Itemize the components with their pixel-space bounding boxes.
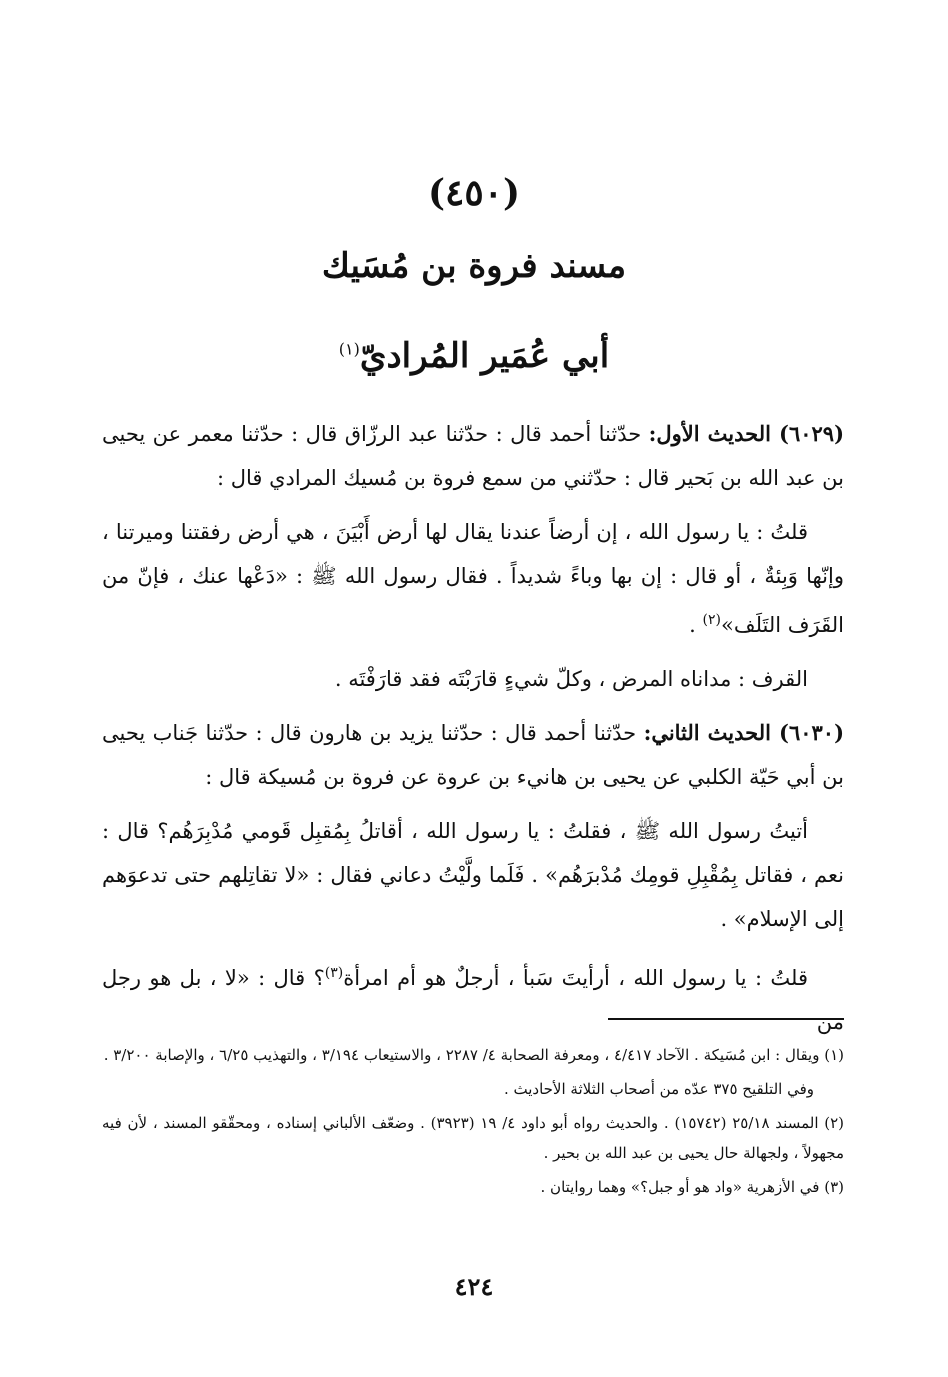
footnote-ref: (١) [338, 339, 360, 359]
hadith-label: (٦٠٣٠) الحديث الثاني: [643, 720, 844, 745]
footnote-separator [608, 1018, 844, 1020]
footnotes [102, 1040, 844, 1206]
hadith-matn: أتيتُ رسول الله ﷺ ، فقلتُ : يا رسول الله ، أقاتلُ بِمُقبِل قَومي مُدْبِرَهُم؟ قال : نعم ، فقاتل بِمُقْبِلِ قومِك مُدْبرَهُم» . فَلَما ولَّيْتُ دعاني فقال : «لا تقاتِلهم حتى تدعوَهم إلى الإسلام» . [102, 819, 844, 931]
chapter-title: مسند فروة بن مُسَيك [321, 246, 627, 286]
hadith-isnad [102, 711, 844, 799]
gloss-paragraph: القرف : مداناه المرض ، وكلّ شيءٍ قارَبْتَه فقد قارَفْتَه . [334, 667, 808, 691]
footnote-3: (٣) في الأزهرية «واد هو أو جبل؟» وهما روايتان . [540, 1178, 844, 1196]
footnote-ref: (٢) [702, 612, 721, 628]
chapter-subtitle [0, 336, 948, 376]
page-number: ٤٢٤ [454, 1272, 494, 1301]
footnote-1-extra: وفي التلقيح ٣٧٥ عدّه من أصحاب الثلاثة الأحاديث . [503, 1080, 814, 1098]
continuation-end: ؟ قال : «لا ، بل هو رجل من [102, 966, 844, 1034]
matn-text: قلتُ : يا رسول الله ، إن أرضاً عندنا يقال لها أرض أَبْيَنَ ، هي أرض رفقتنا وميرتنا ، وإنّها وَبِئةٌ ، أو قال : إن بها وباءً شديداً . فقال رسول الله ﷺ : «دَعْها عنك ، فإنّ من القَرَف التَلَف» [102, 520, 844, 637]
footnote-2: (٢) المسند ٢٥/١٨ (١٥٧٤٢) . والحديث رواه أبو داود ٤/ ١٩ (٣٩٢٣) . وضعّف الألباني إسناده ، ومحقّقو المسند ، لأن فيه مجهولاً ، ولجهالة حال يحيى بن عبد الله بن بحير . [102, 1114, 845, 1162]
isnad-text: حدّثنا أحمد قال : حدّثنا يزيد بن هارون قال : حدّثنا جَناب يحيى بن أبي حَيّة الكلبي عن يحيى بن هانيء بن عروة عن فروة بن مُسيكة قال : [102, 721, 844, 789]
isnad-text: حدّثنا أحمد قال : حدّثنا عبد الرزّاق قال : حدّثنا معمر عن يحيى بن عبد الله بن بَحير قال : حدّثني من سمع فروة بن مُسيك المرادي قال : [102, 422, 844, 490]
chapter-number: (٤٥٠) [427, 172, 521, 214]
hadith-matn [102, 510, 844, 647]
subtitle-text: أبي عُمَير المُراديّ [359, 336, 610, 376]
matn-end: . [689, 613, 703, 637]
footnote-ref: (٣) [324, 965, 344, 981]
hadith-label: (٦٠٢٩) الحديث الأول: [648, 421, 844, 446]
footnote-1: (١) ويقال : ابن مُسَيكة . الآحاد ٤/٤١٧ ، ومعرفة الصحابة ٤/ ٢٢٨٧ ، والاستيعاب ٣/١٩٤ ، والتهذيب ٦/٢٥ ، والإصابة ٣/٢٠٠ . [103, 1046, 844, 1064]
main-text [102, 412, 844, 1054]
hadith-continuation [102, 951, 844, 1044]
hadith-isnad [102, 412, 844, 500]
continuation-text: قلتُ : يا رسول الله ، أرأيتَ سَبأ ، أرجلٌ هو أم امرأة [343, 966, 809, 990]
